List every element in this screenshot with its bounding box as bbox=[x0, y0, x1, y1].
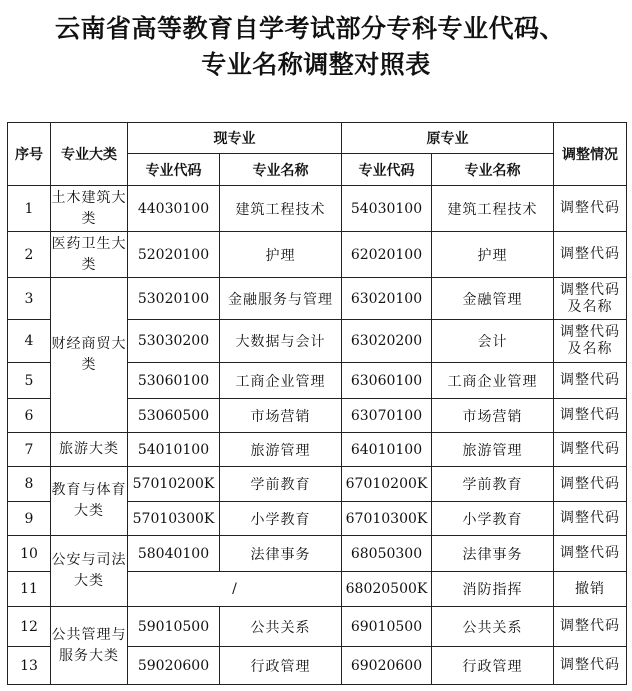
current-code-cell: 57010300K bbox=[128, 502, 220, 536]
header-current-name: 专业名称 bbox=[220, 154, 342, 186]
status-cell: 调整代码 bbox=[554, 607, 627, 647]
status-cell: 调整代码 bbox=[554, 186, 627, 232]
header-original-name: 专业名称 bbox=[432, 154, 554, 186]
current-name-cell: 护理 bbox=[220, 232, 342, 278]
current-code-cell: 58040100 bbox=[128, 536, 220, 572]
category-cell: 医药卫生大类 bbox=[51, 232, 128, 278]
original-code-cell: 64010100 bbox=[342, 433, 432, 467]
original-name-cell: 工商企业管理 bbox=[432, 363, 554, 399]
current-code-cell: 53060100 bbox=[128, 363, 220, 399]
table-row bbox=[8, 278, 627, 320]
seq-cell: 9 bbox=[8, 502, 51, 536]
current-name-cell: 旅游管理 bbox=[220, 433, 342, 467]
original-code-cell: 62020100 bbox=[342, 232, 432, 278]
current-code-cell: 53030200 bbox=[128, 320, 220, 363]
status-cell: 调整代码 bbox=[554, 363, 627, 399]
original-code-cell: 67010300K bbox=[342, 502, 432, 536]
seq-cell: 13 bbox=[8, 647, 51, 685]
original-name-cell: 公共关系 bbox=[432, 607, 554, 647]
current-name-cell: 公共关系 bbox=[220, 607, 342, 647]
header-current-code: 专业代码 bbox=[128, 154, 220, 186]
seq-cell: 7 bbox=[8, 433, 51, 467]
current-name-cell: 金融服务与管理 bbox=[220, 278, 342, 320]
original-name-cell: 会计 bbox=[432, 320, 554, 363]
current-name-cell: 工商企业管理 bbox=[220, 363, 342, 399]
current-code-cell: 54010100 bbox=[128, 433, 220, 467]
original-name-cell: 学前教育 bbox=[432, 467, 554, 502]
status-cell: 调整代码 bbox=[554, 502, 627, 536]
original-name-cell: 行政管理 bbox=[432, 647, 554, 685]
seq-cell: 4 bbox=[8, 320, 51, 363]
current-code-cell: 59010500 bbox=[128, 607, 220, 647]
current-name-cell: 学前教育 bbox=[220, 467, 342, 502]
original-code-cell: 69010500 bbox=[342, 607, 432, 647]
header-current-major: 现专业 bbox=[128, 123, 342, 154]
status-cell: 调整代码 bbox=[554, 399, 627, 433]
current-name-cell: 建筑工程技术 bbox=[220, 186, 342, 232]
status-cell: 调整代码 bbox=[554, 536, 627, 572]
current-code-cell: 59020600 bbox=[128, 647, 220, 685]
header-row-1 bbox=[8, 123, 627, 154]
table-row bbox=[8, 536, 627, 572]
current-name-cell: 市场营销 bbox=[220, 399, 342, 433]
current-code-cell: 53060500 bbox=[128, 399, 220, 433]
seq-cell: 2 bbox=[8, 232, 51, 278]
seq-cell: 6 bbox=[8, 399, 51, 433]
original-code-cell: 63020200 bbox=[342, 320, 432, 363]
original-name-cell: 建筑工程技术 bbox=[432, 186, 554, 232]
seq-cell: 11 bbox=[8, 572, 51, 607]
current-code-cell: 53020100 bbox=[128, 278, 220, 320]
status-cell: 撤销 bbox=[554, 572, 627, 607]
category-cell: 公共管理与服务大类 bbox=[51, 607, 128, 685]
original-code-cell: 68020500K bbox=[342, 572, 432, 607]
current-code-cell: 44030100 bbox=[128, 186, 220, 232]
table-row bbox=[8, 607, 627, 647]
category-cell: 财经商贸大类 bbox=[51, 278, 128, 433]
original-code-cell: 68050300 bbox=[342, 536, 432, 572]
table-row bbox=[8, 232, 627, 278]
table-row bbox=[8, 186, 627, 232]
original-name-cell: 小学教育 bbox=[432, 502, 554, 536]
category-cell: 旅游大类 bbox=[51, 433, 128, 467]
original-code-cell: 63070100 bbox=[342, 399, 432, 433]
seq-cell: 10 bbox=[8, 536, 51, 572]
original-code-cell: 63060100 bbox=[342, 363, 432, 399]
header-seq: 序号 bbox=[8, 123, 51, 186]
current-name-cell: 小学教育 bbox=[220, 502, 342, 536]
seq-cell: 8 bbox=[8, 467, 51, 502]
current-name-cell: 大数据与会计 bbox=[220, 320, 342, 363]
seq-cell: 12 bbox=[8, 607, 51, 647]
seq-cell: 3 bbox=[8, 278, 51, 320]
original-code-cell: 54030100 bbox=[342, 186, 432, 232]
status-cell: 调整代码 bbox=[554, 647, 627, 685]
major-mapping-table bbox=[7, 122, 627, 685]
status-cell: 调整代码及名称 bbox=[554, 278, 627, 320]
current-name-cell: 行政管理 bbox=[220, 647, 342, 685]
current-major-merged-cell: / bbox=[128, 572, 342, 607]
current-code-cell: 57010200K bbox=[128, 467, 220, 502]
table-row bbox=[8, 433, 627, 467]
original-name-cell: 市场营销 bbox=[432, 399, 554, 433]
status-cell: 调整代码 bbox=[554, 232, 627, 278]
original-code-cell: 69020600 bbox=[342, 647, 432, 685]
seq-cell: 5 bbox=[8, 363, 51, 399]
status-cell: 调整代码及名称 bbox=[554, 320, 627, 363]
table-row bbox=[8, 467, 627, 502]
header-status: 调整情况 bbox=[554, 123, 627, 186]
original-name-cell: 护理 bbox=[432, 232, 554, 278]
category-cell: 教育与体育大类 bbox=[51, 467, 128, 536]
category-cell: 土木建筑大类 bbox=[51, 186, 128, 232]
current-name-cell: 法律事务 bbox=[220, 536, 342, 572]
original-name-cell: 法律事务 bbox=[432, 536, 554, 572]
page-title-line2: 专业名称调整对照表 bbox=[201, 50, 431, 79]
original-code-cell: 67010200K bbox=[342, 467, 432, 502]
original-name-cell: 金融管理 bbox=[432, 278, 554, 320]
original-name-cell: 旅游管理 bbox=[432, 433, 554, 467]
category-cell: 公安与司法大类 bbox=[51, 536, 128, 607]
header-original-code: 专业代码 bbox=[342, 154, 432, 186]
original-name-cell: 消防指挥 bbox=[432, 572, 554, 607]
status-cell: 调整代码 bbox=[554, 433, 627, 467]
header-category: 专业大类 bbox=[51, 123, 128, 186]
original-code-cell: 63020100 bbox=[342, 278, 432, 320]
page-title-line1: 云南省高等教育自学考试部分专科专业代码、 bbox=[54, 14, 565, 43]
seq-cell: 1 bbox=[8, 186, 51, 232]
status-cell: 调整代码 bbox=[554, 467, 627, 502]
header-original-major: 原专业 bbox=[342, 123, 554, 154]
current-code-cell: 52020100 bbox=[128, 232, 220, 278]
